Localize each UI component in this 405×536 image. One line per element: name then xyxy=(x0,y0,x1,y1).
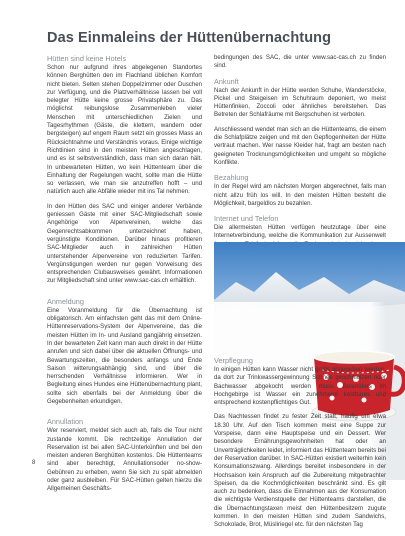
paragraph-anmeldung: Eine Voranmeldung für die Übernachtung ist obligatorisch. Am einfachsten geht das mit dem Online-Hüttenreservations-System der Alpenvereine, das die meisten Hütten im In- und Ausland gangjährig einsetzen. In der bewarteten Zeit kann man auch direkt in der Hütte anrufen und sich dabei über die aktuellen Öffnungs- und Bewartungszeiten, die besonders anfangs und Ende Saison witterungsabhängig sind, und über die herrschenden Verhältnisse informieren. Wer in Begleitung eines Hundes eine Hüttenübernachtung plant, sollte sich ebenfalls bei der Anmeldung über die Gegebenheiten erkundigen. xyxy=(47,306,202,405)
paragraph-ankunft-2: Anschliessend wendet man sich an die Hüttenteams, die einem die Schlafplätze zeigen und mit den Gepflogenheiten der Hütte vertraut machen. Wer nasse Kleider hat, fragt am besten nach geeigneten Trocknungsmöglichkeiten und umgeht so mögliche Konflikte. xyxy=(214,125,386,166)
section-heading-bezahlung: Bezahlung xyxy=(214,173,249,183)
paragraph-hotels-1: Schon nur aufgrund ihres abgelegenen Standortes können Berghütten den im Flachland üblichen Komfort nicht bieten. Selten stehen Doppelzimmer oder Duschen zur Verfügung, und die Platzverhältnisse lassen bei voll belegter Hütte keine grosse Privatsphäre zu. Das möglichst reibungslose Zusammenleben vieler Menschen mit unterschiedlichen Zielen und Tagesrhythmen (Gäste, die klettern, wandern oder bergsteigen) auf engem Raum setzt ein grosses Mass an Rücksichtnahme und Verständnis voraus. Einige wichtige Richtlinien sind in den meisten Hütten angeschlagen, und es ist selbstverständlich, dass man sich daran hält. In unbewarteten Hütten, wo kein Hüttenteam über die Einhaltung der Regelungen wacht, sollte man die Hütte so verlassen, wie man sie anzutreffen hofft – und natürlich auch alle Abfälle wieder mit ins Tal nehmen. xyxy=(47,64,202,196)
section-heading-annullation: Annullation xyxy=(47,417,84,427)
section-heading-ankunft: Ankunft xyxy=(214,76,239,86)
left-column xyxy=(47,54,202,500)
paragraph-bezahlung: In der Regel wird am nächsten Morgen abgerechnet, falls man nicht allzu früh los will. In den meisten Hütten besteht die Möglichkeit, bargeldlos zu bezahlen. xyxy=(214,183,386,207)
paragraph-verpflegung-2: Das Nachtessen findet zu fester Zeit statt, häufig um etwa 18.30 Uhr. Auf den Tisch kommen meist eine Suppe zur Vorspeise, dann eine Hauptspeise und ein Dessert. Wer besondere Ernährungsgewohnheiten hat oder an Unverträglichkeiten leidet, informiert das Hüttenteam bereits bei der Reservation darüber. In SAC-Hütten existiert weiterhin kein Konsumationszwang. Allerdings bereitet insbesondere in der Hochsaison kein Anspruch auf die Zubereitung mitgebrachter Speisen, da die Kochmöglichkeiten beschränkt sind. Es gilt auch zu bedenken, dass die Einnahmen aus der Konsumation die wichtigste Verdienstquelle der Hüttenteams darstellen, die die Übernachtungstaxen meist den Hüttenbesitzern zugute kommen. In den meisten Hütten sind zudem Sandwichs, Schokolade, Brot, Müsliriegel etc. für den nächsten Tag xyxy=(214,413,386,529)
paragraph-hotels-2: In den Hütten des SAC und einiger anderer Verbände geniessen Gäste mit einer SAC-Mitgliedschaft sowie Angehörige von Alpenvereinen, welche das Gegenrechtsabkommen unterzeichnet haben, vergünstigte Konditionen. Darüber hinaus profitieren SAC-Mitglieder auch in zahlreichen Hütten unterstehender Alpenvereine von reduzierten Tarifen. Vergünstigungen werden nur gegen Vorweisung des entsprechenden Clubausweises gewährt. Informationen zur Mitgliedschaft sind unter www.sac-cas.ch erhältlich. xyxy=(47,202,202,285)
paragraph-verpflegung-1: In einigen Hütten kann Wasser nicht gratis abgegeben werden, da dort zur Trinkwassergewinnung Schnee geschmolzen oder Bachwasser abgekocht werden muss. Besonders im Hochgebirge ist Wasser ein zunehmend kostbares und entsprechend kostenpflichtiges Gut. xyxy=(214,365,386,407)
page-title: Das Einmaleins der Hüttenübernachtung xyxy=(47,30,332,46)
section-heading-anmeldung: Anmeldung xyxy=(47,296,84,306)
section-heading-verpflegung: Verpflegung xyxy=(214,355,253,365)
section-heading-internet: Internet und Telefon xyxy=(214,214,279,224)
paragraph-annullation: Wer reserviert, meldet sich auch ab, falls die Tour nicht zustande kommt. Die rechtzeitige Annullation der Reservation ist bei allen SAC-Unterkünften und bei den meisten anderen Berghütten kostenlos. Die Hüttenteams sind aber berechtigt, Annullationsoder no-show-Gebühren zu erheben, wenn Sie sich zu spät abmelden oder ganz ausbleiben. Für SAC-Hütten gelten hierzu die Allgemeinen Geschäfts- xyxy=(47,427,202,493)
section-heading-hotels: Hütten sind keine Hotels xyxy=(47,54,127,63)
paragraph-continuation: bedingungen des SAC, die unter www.sac-cas.ch zu finden sind. xyxy=(214,54,386,70)
paragraph-ankunft-1: Nach der Ankunft in der Hütte werden Schuhe, Wanderstöcke, Pickel und Steigeisen im Schuhraum deponiert, wo meist Hüttenfinken, Zoccoli oder ähnliches bereitstehen. Das Betreten der Schlafräume mit Bergschuhen ist verboten. xyxy=(214,86,386,119)
paragraph-internet: Die allermeisten Hütten verfügen heutzutage über eine Internetverbindung, welche die Kommunikation zur Aussenwelt xyxy=(214,224,386,240)
page-number: 8 xyxy=(32,460,36,466)
